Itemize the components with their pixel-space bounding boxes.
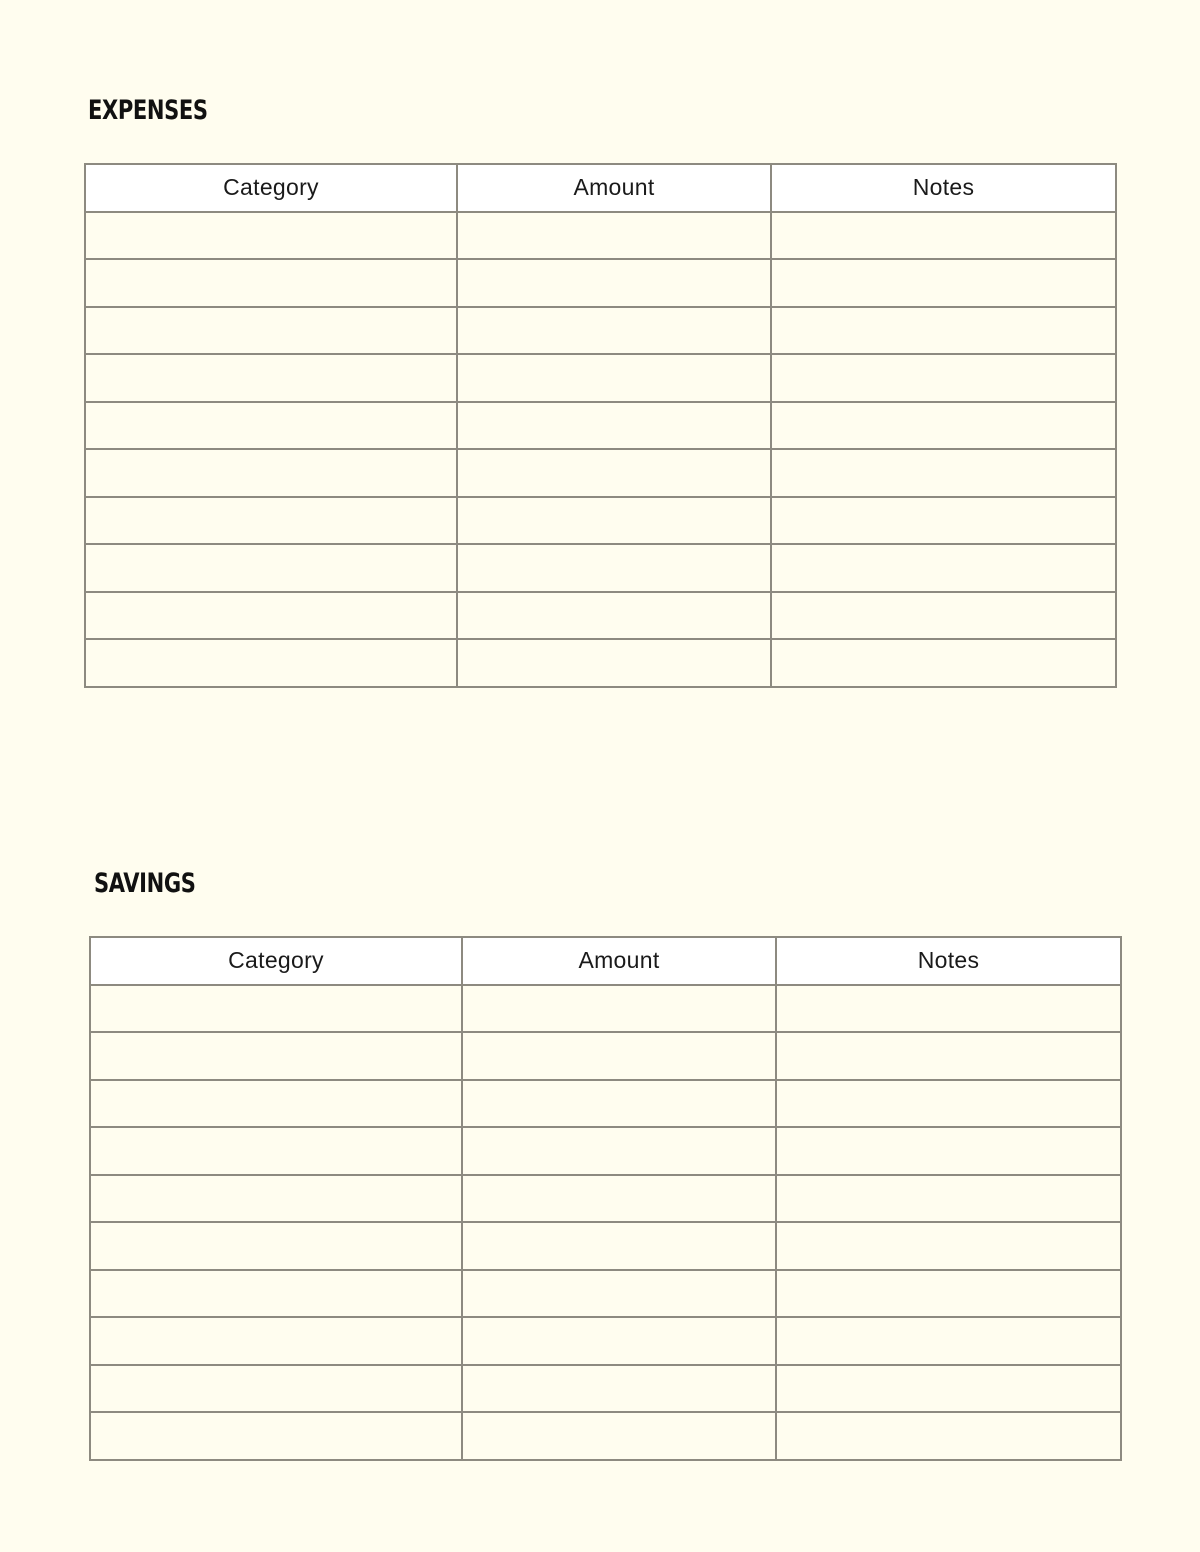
savings-column-header-amount: Amount [462,937,776,985]
savings-cell-category[interactable] [90,1270,462,1318]
savings-table [89,936,1122,1461]
expenses-table-row [85,402,1116,450]
expenses-table-row [85,639,1116,687]
expenses-cell-category[interactable] [85,259,457,307]
expenses-cell-amount[interactable] [457,497,771,545]
savings-header-row [90,937,1121,985]
expenses-cell-amount[interactable] [457,307,771,355]
expenses-table-row [85,497,1116,545]
expenses-column-header-notes: Notes [771,164,1116,212]
expenses-cell-amount[interactable] [457,402,771,450]
expenses-cell-category[interactable] [85,449,457,497]
expenses-cell-notes[interactable] [771,212,1116,260]
savings-cell-category[interactable] [90,1365,462,1413]
savings-cell-amount[interactable] [462,1080,776,1128]
savings-cell-category[interactable] [90,985,462,1033]
expenses-cell-amount[interactable] [457,544,771,592]
savings-cell-category[interactable] [90,1317,462,1365]
expenses-title: EXPENSES [88,95,208,126]
expenses-table-row [85,354,1116,402]
savings-cell-notes[interactable] [776,1080,1121,1128]
savings-cell-category[interactable] [90,1175,462,1223]
expenses-cell-notes[interactable] [771,449,1116,497]
savings-table-row [90,1127,1121,1175]
expenses-cell-notes[interactable] [771,402,1116,450]
savings-cell-category[interactable] [90,1080,462,1128]
expenses-table-row [85,259,1116,307]
savings-cell-notes[interactable] [776,1175,1121,1223]
expenses-cell-amount[interactable] [457,449,771,497]
savings-rows [90,985,1121,1460]
expenses-rows [85,212,1116,687]
savings-table-row [90,1080,1121,1128]
expenses-table [84,163,1117,688]
savings-cell-notes[interactable] [776,1317,1121,1365]
expenses-cell-amount[interactable] [457,639,771,687]
expenses-table-row [85,212,1116,260]
expenses-cell-category[interactable] [85,497,457,545]
savings-cell-category[interactable] [90,1222,462,1270]
expenses-cell-notes[interactable] [771,592,1116,640]
savings-cell-amount[interactable] [462,1032,776,1080]
savings-table-row [90,1317,1121,1365]
savings-cell-amount[interactable] [462,1270,776,1318]
savings-cell-category[interactable] [90,1032,462,1080]
expenses-header-row [85,164,1116,212]
expenses-column-header-category: Category [85,164,457,212]
savings-table-row [90,1270,1121,1318]
expenses-table-row [85,449,1116,497]
savings-cell-amount[interactable] [462,1412,776,1460]
expenses-cell-category[interactable] [85,592,457,640]
savings-cell-category[interactable] [90,1412,462,1460]
savings-cell-amount[interactable] [462,985,776,1033]
expenses-cell-amount[interactable] [457,259,771,307]
expenses-cell-category[interactable] [85,354,457,402]
savings-column-header-category: Category [90,937,462,985]
savings-cell-notes[interactable] [776,1412,1121,1460]
savings-cell-notes[interactable] [776,1222,1121,1270]
expenses-cell-category[interactable] [85,639,457,687]
savings-cell-amount[interactable] [462,1127,776,1175]
savings-table-row [90,985,1121,1033]
savings-cell-notes[interactable] [776,1270,1121,1318]
expenses-column-header-amount: Amount [457,164,771,212]
expenses-table-row [85,592,1116,640]
expenses-cell-category[interactable] [85,544,457,592]
savings-table-row [90,1222,1121,1270]
savings-title: SAVINGS [94,868,196,899]
expenses-cell-notes[interactable] [771,544,1116,592]
savings-table-row [90,1412,1121,1460]
expenses-cell-notes[interactable] [771,497,1116,545]
savings-column-header-notes: Notes [776,937,1121,985]
savings-cell-amount[interactable] [462,1365,776,1413]
savings-cell-notes[interactable] [776,1032,1121,1080]
expenses-cell-category[interactable] [85,307,457,355]
savings-cell-amount[interactable] [462,1222,776,1270]
expenses-cell-notes[interactable] [771,307,1116,355]
expenses-cell-notes[interactable] [771,259,1116,307]
expenses-cell-category[interactable] [85,402,457,450]
savings-cell-notes[interactable] [776,1365,1121,1413]
expenses-table-row [85,544,1116,592]
savings-cell-amount[interactable] [462,1317,776,1365]
expenses-cell-amount[interactable] [457,354,771,402]
savings-table-row [90,1175,1121,1223]
expenses-cell-amount[interactable] [457,592,771,640]
savings-cell-notes[interactable] [776,985,1121,1033]
savings-cell-amount[interactable] [462,1175,776,1223]
savings-table-row [90,1365,1121,1413]
expenses-cell-notes[interactable] [771,639,1116,687]
savings-table-row [90,1032,1121,1080]
expenses-cell-amount[interactable] [457,212,771,260]
expenses-cell-category[interactable] [85,212,457,260]
expenses-table-row [85,307,1116,355]
savings-cell-notes[interactable] [776,1127,1121,1175]
expenses-cell-notes[interactable] [771,354,1116,402]
savings-cell-category[interactable] [90,1127,462,1175]
